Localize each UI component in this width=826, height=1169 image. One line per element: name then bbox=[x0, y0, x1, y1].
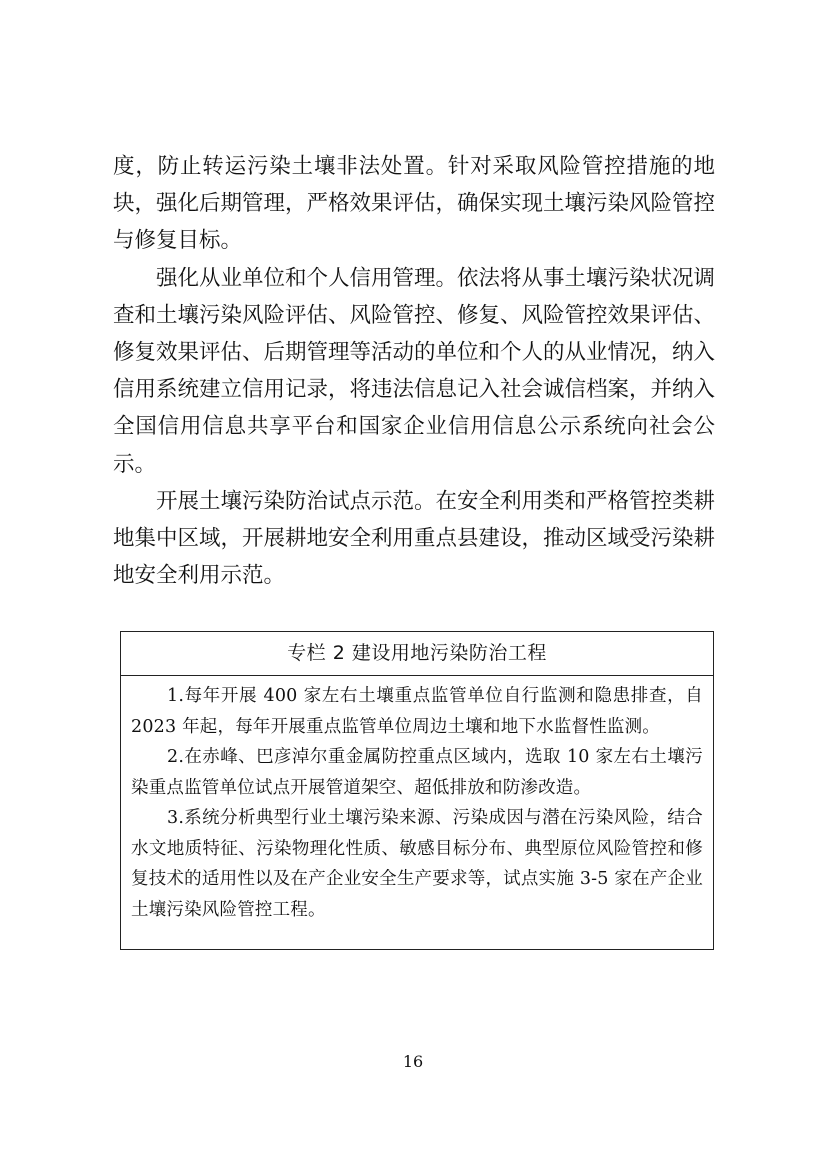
column-item-2: 2.在赤峰、巴彦淖尔重金属防控重点区域内，选取 10 家左右土壤污染重点监管单位试点开展管道架空、超低排放和防渗改造。 bbox=[131, 747, 703, 798]
column-item-1: 1.每年开展 400 家左右土壤重点监管单位自行监测和隐患排查，自 2023 年起，每年开展重点监管单位周边土壤和地下水监督性监测。 bbox=[131, 686, 703, 737]
page-number: 16 bbox=[402, 1052, 424, 1071]
paragraph-pilot-demonstration: 开展土壤污染防治试点示范。在安全利用类和严格管控类耕地集中区域，开展耕地安全利用重点县建设，推动区域受污染耕地安全利用示范。 bbox=[113, 488, 716, 589]
body-text bbox=[113, 148, 715, 594]
column-title: 专栏 2 建设用地污染防治工程 bbox=[121, 632, 713, 676]
paragraph-continuation: 度，防止转运污染土壤非法处置。针对采取风险管控措施的地块，强化后期管理，严格效果评估，确保实现土壤污染风险管控与修复目标。 bbox=[113, 154, 716, 254]
column-box bbox=[120, 631, 714, 950]
paragraph-credit-management: 强化从业单位和个人信用管理。依法将从事土壤污染状况调查和土壤污染风险评估、风险管控、修复、风险管控效果评估、修复效果评估、后期管理等活动的单位和个人的从业情况，纳入信用系统建立信用记录，将违法信息记入社会诚信档案，并纳入全国信用信息共享平台和国家企业信用信息公示系统向社会公示。 bbox=[113, 265, 716, 477]
column-body bbox=[121, 676, 713, 925]
column-item-3: 3.系统分析典型行业土壤污染来源、污染成因与潜在污染风险，结合水文地质特征、污染物理化性质、敏感目标分布、典型原位风险管控和修复技术的适用性以及在产企业安全生产要求等，试点实施 3-5 家在产企业土壤污染风险管控工程。 bbox=[131, 808, 703, 920]
